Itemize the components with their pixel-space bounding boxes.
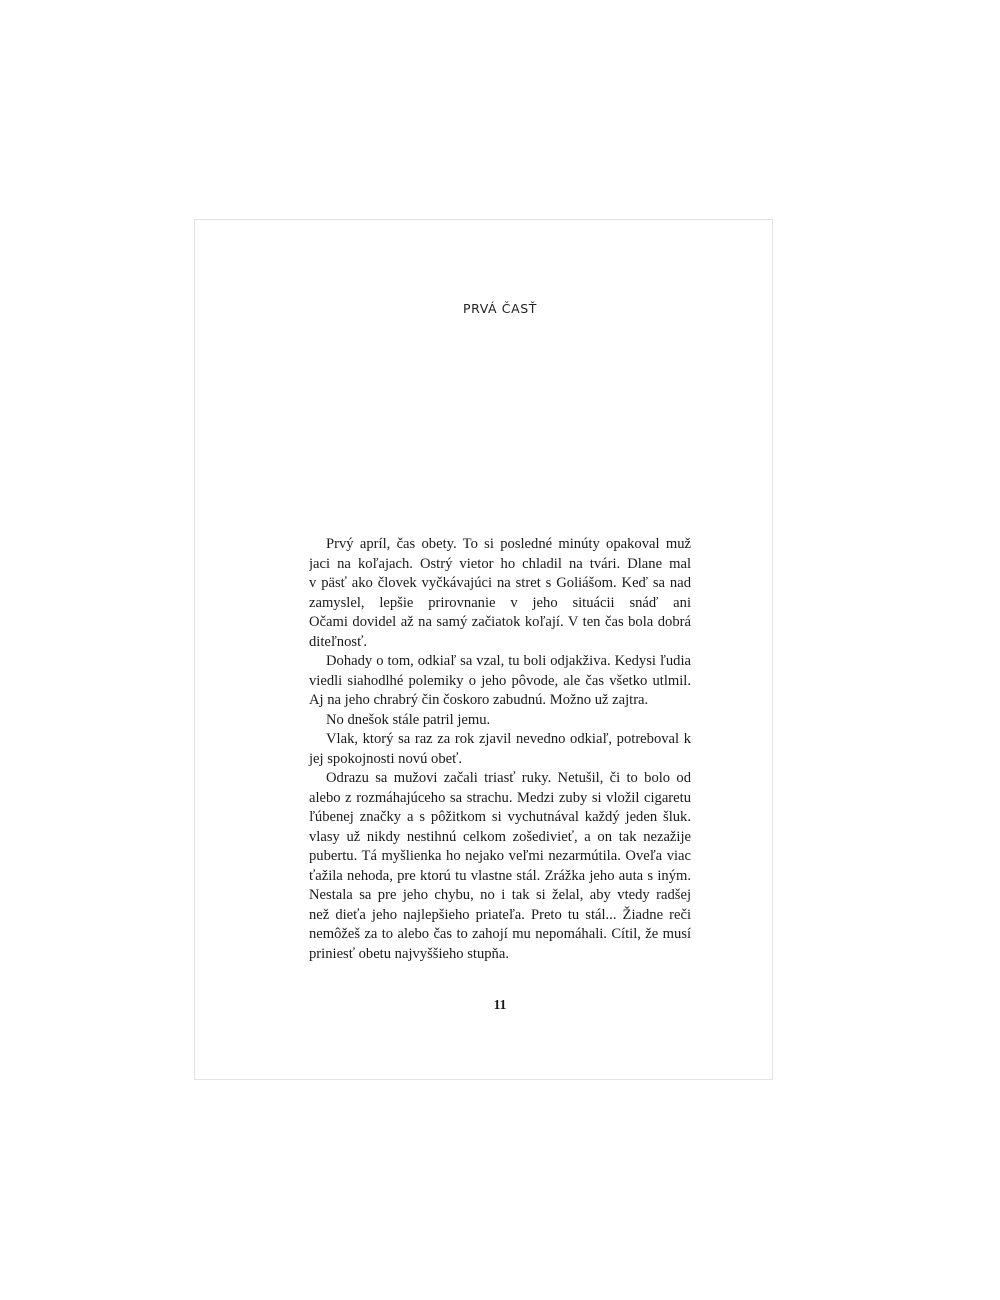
text-line: Vlak, ktorý sa raz za rok zjavil nevedno odkiaľ, potreboval k [326,731,691,747]
body-text [309,535,691,964]
text-line: Aj na jeho chrabrý čin čoskoro zabudnú. Možno už zajtra. [309,692,649,708]
text-line: vlasy už nikdy nestihnú celkom zošedivieť, a on tak nezažije [309,828,691,845]
part-title: PRVÁ ČASŤ [462,301,538,316]
text-line: viedli siahodlhé polemiky o jeho pôvode, ale čas všetko utlmil. [309,672,691,689]
text-line: No dnešok stále patril jemu. [326,711,491,728]
page-number: 11 [493,997,507,1012]
text-line: jej spokojnosti novú obeť. [309,750,462,767]
text-line: zamyslel, lepšie prirovnanie v jeho situácii snáď ani [309,594,691,611]
text-line: priniesť obetu najvyššieho stupňa. [309,945,509,962]
text-line: Dohady o tom, odkiaľ sa vzal, tu boli odjakživa. Kedysi ľudia [326,653,691,669]
text-line: diteľnosť. [309,633,367,650]
text-line: Nestala sa pre jeho chybu, no i tak si želal, aby vtedy radšej [309,887,691,903]
text-line: Očami dovidel až na samý začiatok koľají. V ten čas bola dobrá [309,614,691,630]
text-line: než dieťa jeho najlepšieho priateľa. Preto tu stál... Žiadne reči [309,906,691,923]
text-line: pubertu. Tá myšlienka ho nejako veľmi nezarmútila. Oveľa viac [309,848,691,864]
text-line: ťažila nehoda, pre ktorú tu vlastne stál. Zrážka jeho auta s iným. [309,867,691,884]
text-line: v päsť ako človek vyčkávajúci na stret s Goliášom. Keď sa nad [309,575,691,591]
text-line: ľúbenej značky a s pôžitkom si vychutnával každý jeden šluk. [309,809,691,825]
text-line: jaci na koľajach. Ostrý vietor ho chladil na tvári. Dlane mal [309,555,691,572]
text-line: nemôžeš za to alebo čas to zahojí mu nepomáhali. Cítil, že musí [309,926,691,942]
text-line: Prvý apríl, čas obety. To si posledné minúty opakoval muž [326,536,691,552]
text-line: alebo z rozmáhajúceho sa strachu. Medzi zuby si vložil cigaretu [309,789,691,806]
text-line: Odrazu sa mužovi začali triasť ruky. Netušil, či to bolo od [326,770,691,786]
